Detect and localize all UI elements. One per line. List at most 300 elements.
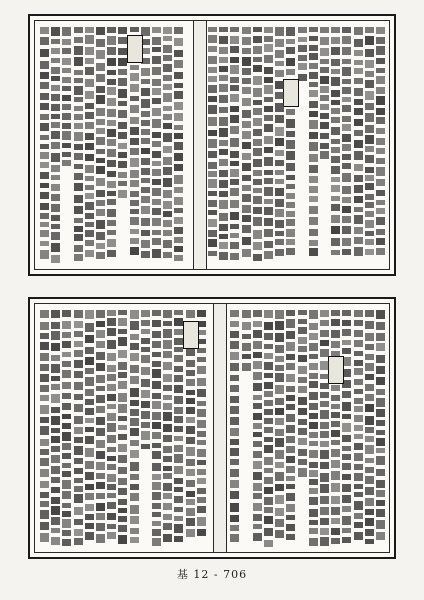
glyph-mark	[85, 461, 94, 469]
glyph-mark	[174, 478, 183, 484]
glyph-mark	[51, 428, 60, 433]
glyph-mark	[197, 488, 206, 494]
glyph-mark	[130, 484, 139, 490]
glyph-mark	[208, 105, 217, 113]
glyph-mark	[275, 231, 284, 237]
text-column	[257, 310, 258, 546]
glyph-mark	[342, 454, 351, 460]
glyph-mark	[376, 68, 385, 73]
glyph-mark	[230, 321, 239, 327]
glyph-mark	[141, 129, 150, 135]
glyph-mark	[376, 500, 385, 506]
glyph-mark	[152, 179, 161, 185]
glyph-mark	[264, 457, 273, 466]
glyph-mark	[264, 310, 273, 318]
glyph-mark	[365, 91, 374, 100]
glyph-mark	[141, 367, 150, 375]
glyph-mark	[354, 415, 363, 422]
glyph-mark	[376, 532, 385, 539]
glyph-mark	[74, 254, 83, 261]
glyph-mark	[51, 104, 60, 111]
glyph-mark	[354, 379, 363, 385]
glyph-mark	[152, 422, 161, 429]
glyph-mark	[376, 398, 385, 406]
glyph-mark	[354, 484, 363, 489]
glyph-mark	[286, 404, 295, 410]
glyph-mark	[130, 418, 139, 425]
glyph-mark	[331, 215, 340, 223]
glyph-mark	[331, 166, 340, 173]
glyph-mark	[74, 27, 83, 33]
glyph-mark	[96, 119, 105, 126]
glyph-mark	[309, 333, 318, 340]
glyph-mark	[197, 529, 206, 536]
glyph-mark	[130, 96, 139, 101]
glyph-mark	[163, 456, 172, 462]
glyph-mark	[242, 225, 251, 233]
glyph-mark	[118, 525, 127, 531]
glyph-mark	[74, 458, 83, 464]
glyph-mark	[298, 377, 307, 383]
glyph-mark	[40, 439, 49, 446]
glyph-mark	[40, 385, 49, 392]
glyph-mark	[51, 85, 60, 91]
glyph-mark	[354, 368, 363, 375]
glyph-mark	[208, 162, 217, 169]
text-column	[358, 310, 359, 546]
glyph-mark	[320, 86, 329, 92]
glyph-mark	[286, 493, 295, 501]
glyph-mark	[51, 131, 60, 139]
glyph-mark	[130, 229, 139, 234]
glyph-mark	[376, 480, 385, 488]
glyph-mark	[264, 437, 273, 442]
glyph-mark	[365, 211, 374, 217]
glyph-mark	[219, 159, 228, 167]
glyph-mark	[253, 46, 262, 53]
glyph-mark	[365, 518, 374, 526]
glyph-mark	[264, 427, 273, 433]
glyph-mark	[208, 200, 217, 207]
glyph-mark	[107, 250, 116, 257]
glyph-mark	[51, 94, 60, 101]
glyph-mark	[74, 206, 83, 214]
glyph-mark	[51, 331, 60, 340]
glyph-mark	[365, 27, 374, 33]
glyph-mark	[186, 529, 195, 537]
glyph-mark	[96, 137, 105, 145]
glyph-mark	[342, 516, 351, 525]
glyph-mark	[264, 516, 273, 524]
glyph-mark	[331, 156, 340, 163]
text-column	[212, 27, 213, 263]
glyph-mark	[163, 190, 172, 198]
glyph-mark	[230, 459, 239, 466]
glyph-mark	[365, 175, 374, 180]
glyph-mark	[275, 239, 284, 245]
glyph-mark	[152, 331, 161, 339]
glyph-mark	[130, 474, 139, 481]
glyph-mark	[365, 146, 374, 151]
glyph-mark	[365, 487, 374, 494]
glyph-mark	[96, 86, 105, 93]
text-column	[66, 310, 67, 546]
glyph-mark	[85, 47, 94, 55]
glyph-mark	[309, 488, 318, 494]
glyph-mark	[174, 536, 183, 541]
glyph-mark	[354, 88, 363, 97]
glyph-mark	[107, 374, 116, 381]
text-column	[134, 310, 135, 546]
glyph-mark	[163, 523, 172, 530]
glyph-mark	[118, 488, 127, 495]
glyph-mark	[298, 37, 307, 42]
glyph-mark	[40, 230, 49, 237]
glyph-mark	[309, 27, 318, 32]
glyph-mark	[320, 67, 329, 73]
glyph-mark	[118, 350, 127, 358]
glyph-mark	[85, 418, 94, 423]
glyph-mark	[74, 132, 83, 141]
glyph-mark	[320, 392, 329, 398]
glyph-mark	[62, 423, 71, 429]
glyph-mark	[354, 215, 363, 224]
glyph-mark	[141, 79, 150, 84]
glyph-mark	[96, 158, 105, 163]
glyph-mark	[365, 404, 374, 412]
glyph-mark	[74, 427, 83, 434]
glyph-mark	[230, 480, 239, 487]
glyph-mark	[286, 27, 295, 36]
glyph-mark	[253, 159, 262, 166]
glyph-mark	[163, 27, 172, 34]
glyph-mark	[163, 220, 172, 227]
glyph-mark	[107, 209, 116, 217]
glyph-mark	[208, 67, 217, 73]
glyph-mark	[96, 482, 105, 489]
glyph-mark	[174, 396, 183, 404]
glyph-mark	[320, 113, 329, 119]
glyph-mark	[197, 348, 206, 353]
glyph-mark	[286, 39, 295, 44]
glyph-mark	[230, 212, 239, 220]
glyph-mark	[286, 310, 295, 316]
glyph-mark	[309, 196, 318, 202]
glyph-mark	[107, 328, 116, 336]
glyph-mark	[230, 525, 239, 531]
glyph-mark	[51, 407, 60, 413]
glyph-mark	[320, 473, 329, 482]
glyph-mark	[130, 158, 139, 167]
glyph-mark	[40, 353, 49, 361]
glyph-mark	[354, 389, 363, 394]
glyph-mark	[342, 197, 351, 203]
glyph-mark	[354, 50, 363, 56]
glyph-mark	[51, 355, 60, 361]
glyph-mark	[152, 393, 161, 399]
glyph-mark	[219, 234, 228, 240]
glyph-mark	[118, 172, 127, 178]
glyph-mark	[152, 361, 161, 367]
glyph-mark	[152, 381, 161, 389]
glyph-mark	[376, 456, 385, 465]
glyph-mark	[51, 322, 60, 329]
glyph-mark	[298, 459, 307, 465]
glyph-mark	[230, 85, 239, 91]
glyph-mark	[309, 323, 318, 330]
glyph-mark	[275, 398, 284, 405]
glyph-mark	[40, 27, 49, 34]
glyph-mark	[130, 191, 139, 197]
glyph-mark	[118, 318, 127, 325]
text-column	[290, 27, 291, 263]
glyph-mark	[331, 47, 340, 55]
glyph-mark	[163, 178, 172, 187]
glyph-mark	[163, 340, 172, 349]
glyph-mark	[163, 351, 172, 358]
glyph-mark	[62, 453, 71, 459]
glyph-mark	[376, 343, 385, 350]
glyph-mark	[365, 384, 374, 391]
glyph-mark	[320, 431, 329, 438]
glyph-mark	[186, 349, 195, 355]
chapter-heading-box	[183, 321, 199, 349]
glyph-mark	[74, 46, 83, 54]
glyph-mark	[62, 530, 71, 535]
glyph-mark	[219, 180, 228, 188]
glyph-mark	[74, 350, 83, 357]
glyph-mark	[40, 183, 49, 188]
glyph-mark	[342, 173, 351, 182]
glyph-mark	[197, 378, 206, 386]
glyph-mark	[62, 414, 71, 420]
glyph-mark	[264, 199, 273, 205]
glyph-mark	[331, 238, 340, 246]
glyph-mark	[107, 27, 116, 33]
glyph-mark	[174, 153, 183, 160]
glyph-mark	[309, 462, 318, 468]
glyph-mark	[264, 55, 273, 64]
glyph-mark	[320, 507, 329, 515]
glyph-mark	[309, 142, 318, 150]
glyph-mark	[62, 491, 71, 499]
glyph-mark	[230, 331, 239, 339]
glyph-mark	[174, 175, 183, 184]
glyph-mark	[174, 338, 183, 345]
glyph-mark	[298, 408, 307, 416]
glyph-mark	[275, 138, 284, 146]
glyph-mark	[74, 78, 83, 83]
glyph-mark	[286, 163, 295, 171]
glyph-mark	[286, 175, 295, 180]
glyph-mark	[354, 501, 363, 510]
glyph-mark	[275, 70, 284, 78]
glyph-mark	[376, 420, 385, 426]
glyph-mark	[342, 226, 351, 235]
glyph-mark	[174, 187, 183, 193]
glyph-mark	[107, 423, 116, 431]
glyph-mark	[197, 440, 206, 445]
glyph-mark	[331, 196, 340, 201]
glyph-mark	[365, 354, 374, 360]
glyph-mark	[96, 232, 105, 240]
glyph-mark	[365, 103, 374, 110]
glyph-mark	[320, 383, 329, 389]
glyph-mark	[130, 388, 139, 397]
glyph-mark	[51, 255, 60, 263]
glyph-mark	[197, 389, 206, 398]
glyph-mark	[51, 215, 60, 221]
glyph-mark	[40, 82, 49, 89]
glyph-mark	[152, 79, 161, 86]
glyph-mark	[85, 222, 94, 227]
glyph-mark	[118, 516, 127, 522]
glyph-mark	[365, 239, 374, 246]
glyph-mark	[130, 400, 139, 406]
glyph-mark	[309, 441, 318, 447]
glyph-mark	[298, 386, 307, 393]
glyph-mark	[74, 97, 83, 102]
glyph-mark	[174, 237, 183, 243]
glyph-mark	[219, 66, 228, 72]
text-column	[324, 310, 325, 546]
glyph-mark	[62, 471, 71, 477]
glyph-mark	[85, 323, 94, 332]
text-column	[257, 27, 258, 263]
glyph-mark	[264, 373, 273, 378]
glyph-mark	[264, 36, 273, 42]
glyph-mark	[152, 341, 161, 348]
glyph-mark	[253, 533, 262, 541]
glyph-mark	[331, 77, 340, 86]
glyph-mark	[40, 123, 49, 132]
glyph-mark	[275, 160, 284, 166]
glyph-mark	[275, 310, 284, 319]
glyph-mark	[208, 35, 217, 43]
glyph-mark	[253, 76, 262, 85]
glyph-mark	[264, 362, 273, 371]
glyph-mark	[354, 473, 363, 481]
glyph-mark	[186, 459, 195, 466]
glyph-mark	[309, 538, 318, 546]
glyph-mark	[242, 153, 251, 160]
glyph-mark	[51, 224, 60, 229]
glyph-mark	[96, 209, 105, 217]
glyph-mark	[141, 329, 150, 335]
glyph-mark	[96, 190, 105, 197]
glyph-mark	[331, 483, 340, 492]
glyph-mark	[253, 196, 262, 205]
glyph-mark	[85, 493, 94, 501]
glyph-mark	[130, 353, 139, 361]
text-column	[335, 27, 336, 263]
glyph-mark	[130, 73, 139, 80]
glyph-mark	[230, 200, 239, 208]
glyph-mark	[163, 252, 172, 258]
glyph-mark	[130, 127, 139, 135]
glyph-mark	[264, 207, 273, 215]
glyph-mark	[74, 245, 83, 252]
glyph-mark	[309, 392, 318, 400]
glyph-mark	[331, 538, 340, 543]
glyph-mark	[163, 424, 172, 432]
glyph-mark	[208, 171, 217, 176]
glyph-mark	[118, 132, 127, 139]
glyph-mark	[342, 423, 351, 432]
glyph-mark	[141, 401, 150, 407]
glyph-mark	[141, 338, 150, 344]
glyph-mark	[197, 460, 206, 465]
glyph-mark	[320, 330, 329, 337]
glyph-mark	[219, 140, 228, 146]
glyph-mark	[320, 462, 329, 469]
glyph-mark	[40, 426, 49, 435]
glyph-mark	[365, 333, 374, 341]
glyph-mark	[141, 206, 150, 215]
text-column	[346, 27, 347, 263]
glyph-mark	[51, 343, 60, 351]
glyph-mark	[264, 106, 273, 113]
glyph-mark	[62, 143, 71, 148]
glyph-mark	[376, 217, 385, 225]
glyph-mark	[141, 355, 150, 363]
glyph-mark	[309, 82, 318, 87]
glyph-mark	[141, 138, 150, 144]
glyph-mark	[152, 151, 161, 158]
glyph-mark	[51, 165, 60, 171]
glyph-mark	[85, 504, 94, 511]
text-column	[201, 310, 202, 546]
glyph-mark	[219, 117, 228, 126]
glyph-mark	[286, 363, 295, 370]
glyph-mark	[74, 195, 83, 203]
page-number: 基 12 - 706	[176, 568, 248, 581]
glyph-mark	[242, 37, 251, 45]
glyph-mark	[219, 57, 228, 62]
text-column	[324, 27, 325, 263]
glyph-mark	[208, 219, 217, 227]
glyph-mark	[174, 60, 183, 69]
glyph-mark	[174, 355, 183, 362]
glyph-mark	[242, 48, 251, 54]
glyph-mark	[174, 227, 183, 233]
glyph-mark	[107, 464, 116, 469]
glyph-mark	[275, 81, 284, 89]
glyph-mark	[152, 88, 161, 95]
glyph-mark	[219, 84, 228, 92]
glyph-mark	[40, 103, 49, 110]
text-column	[156, 27, 157, 263]
glyph-mark	[331, 507, 340, 515]
glyph-mark	[342, 206, 351, 213]
glyph-mark	[107, 502, 116, 510]
glyph-mark	[141, 240, 150, 248]
glyph-mark	[376, 409, 385, 417]
glyph-mark	[286, 239, 295, 245]
glyph-mark	[107, 340, 116, 349]
glyph-mark	[286, 484, 295, 489]
glyph-mark	[242, 110, 251, 118]
glyph-mark	[264, 241, 273, 248]
glyph-mark	[253, 423, 262, 429]
glyph-mark	[230, 138, 239, 147]
glyph-mark	[163, 64, 172, 72]
glyph-mark	[62, 443, 71, 449]
glyph-mark	[107, 310, 116, 316]
glyph-mark	[163, 106, 172, 112]
glyph-mark	[163, 483, 172, 490]
glyph-mark	[130, 462, 139, 470]
